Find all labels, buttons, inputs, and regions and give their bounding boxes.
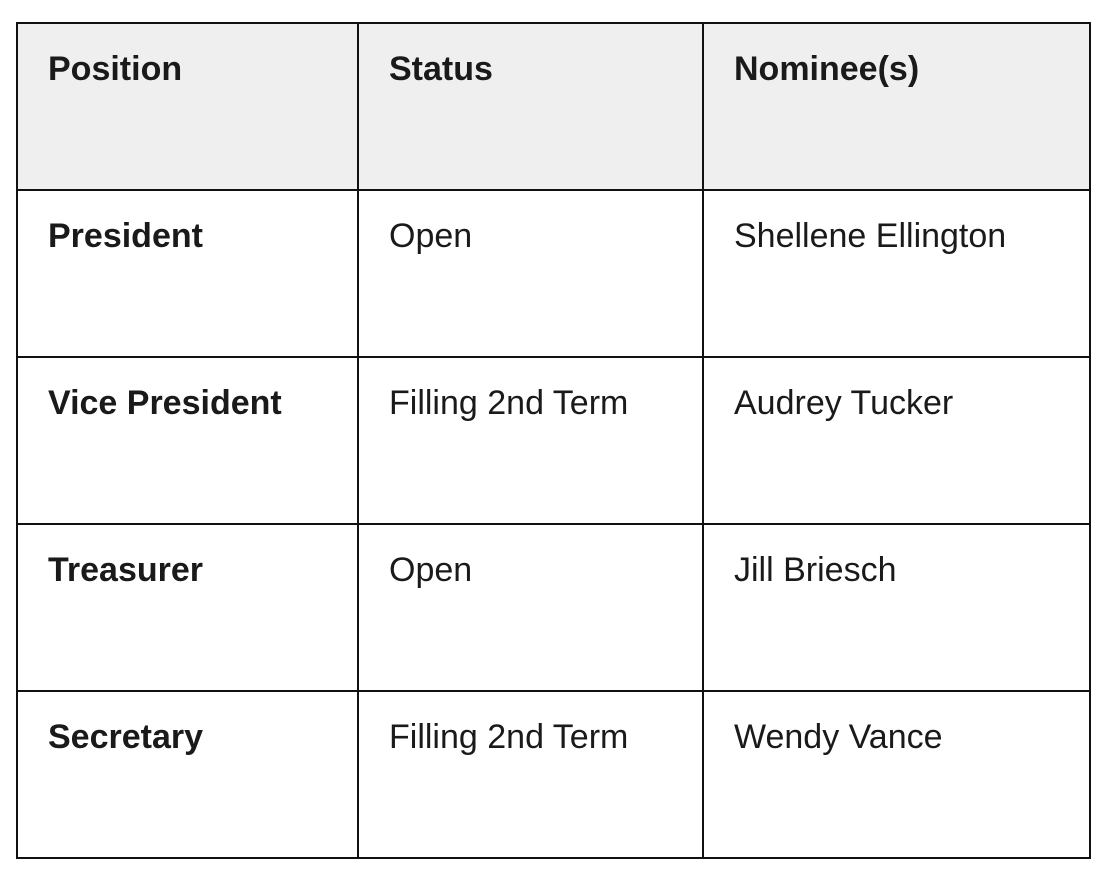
header-nominees: Nominee(s) [703, 23, 1090, 190]
cell-nominees: Shellene Ellington [703, 190, 1090, 357]
cell-status: Filling 2nd Term [358, 357, 703, 524]
cell-position: Secretary [17, 691, 358, 858]
header-status: Status [358, 23, 703, 190]
cell-position: Treasurer [17, 524, 358, 691]
table-header [17, 23, 1090, 190]
table-row [17, 691, 1090, 858]
cell-status: Open [358, 524, 703, 691]
nominations-table [16, 22, 1091, 859]
cell-nominees: Audrey Tucker [703, 357, 1090, 524]
table-row [17, 524, 1090, 691]
table-row [17, 357, 1090, 524]
header-position: Position [17, 23, 358, 190]
cell-position: Vice President [17, 357, 358, 524]
cell-position: President [17, 190, 358, 357]
table-body [17, 190, 1090, 858]
cell-nominees: Wendy Vance [703, 691, 1090, 858]
table-row [17, 190, 1090, 357]
header-row [17, 23, 1090, 190]
cell-status: Open [358, 190, 703, 357]
cell-nominees: Jill Briesch [703, 524, 1090, 691]
cell-status: Filling 2nd Term [358, 691, 703, 858]
